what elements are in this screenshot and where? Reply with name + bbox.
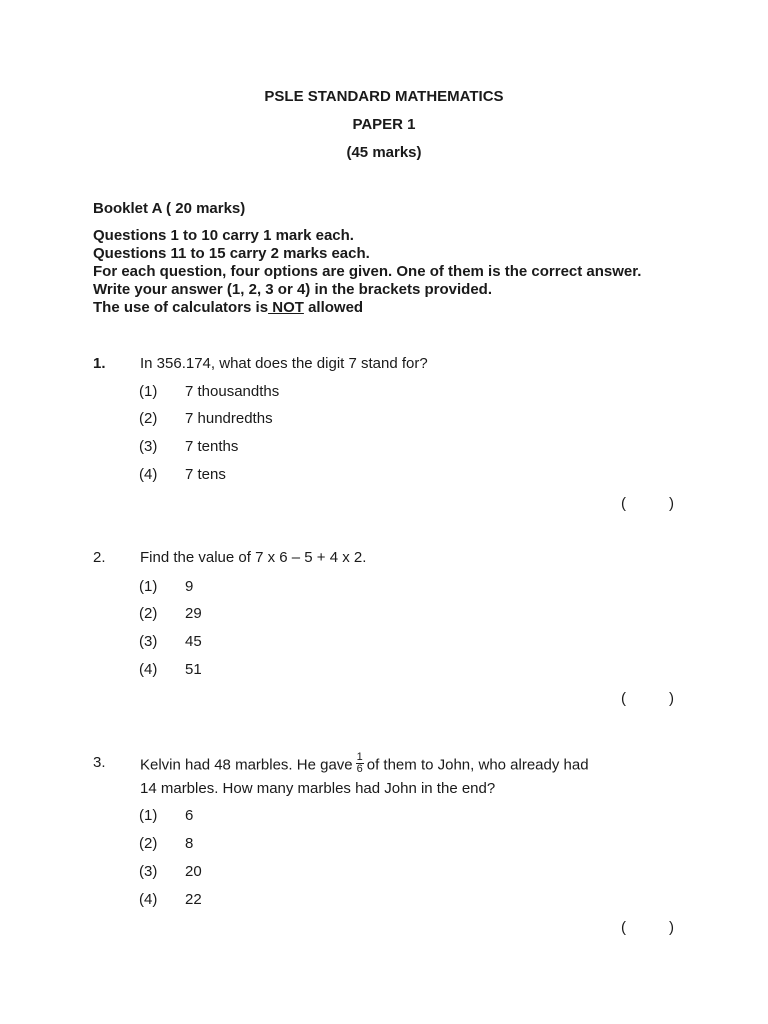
exam-title: PSLE STANDARD MATHEMATICS (264, 88, 504, 105)
answer-bracket-close: ) (669, 690, 674, 707)
question-number: 3. (93, 754, 106, 771)
option-label: (3) (139, 633, 158, 650)
instruction-line-3: For each question, four options are given. One of them is the correct answer. (93, 263, 642, 280)
instruction-line-2: Questions 11 to 15 carry 2 marks each. (93, 245, 370, 262)
total-marks: (45 marks) (346, 144, 422, 161)
question-text: In 356.174, what does the digit 7 stand for? (140, 355, 428, 372)
question-text-pre: Kelvin had 48 marbles. He gave (140, 756, 353, 774)
option-label: (1) (139, 807, 158, 824)
option-label: (4) (139, 891, 158, 908)
allowed-text: allowed (303, 299, 364, 316)
question-text: Find the value of 7 x 6 – 5 + 4 x 2. (140, 549, 367, 566)
answer-bracket-close: ) (669, 919, 674, 936)
option-text: 29 (185, 605, 202, 622)
answer-bracket-open: ( (621, 690, 626, 707)
option-label: (1) (139, 383, 158, 400)
option-text: 7 tenths (185, 438, 239, 455)
fraction-one-sixth (356, 752, 364, 775)
question-number: 1. (93, 355, 106, 372)
fraction-denominator: 6 (356, 763, 363, 775)
fraction-numerator: 1 (356, 751, 363, 763)
option-text: 45 (185, 633, 202, 650)
question-text-post: of them to John, who already had (366, 756, 589, 774)
option-text: 22 (185, 891, 202, 908)
option-label: (3) (139, 863, 158, 880)
question-number: 2. (93, 549, 106, 566)
answer-bracket-open: ( (621, 919, 626, 936)
option-label: (2) (139, 605, 158, 622)
question-text-line-2: 14 marbles. How many marbles had John in the end? (140, 780, 496, 797)
answer-bracket-open: ( (621, 495, 626, 512)
option-text: 9 (185, 578, 194, 595)
instruction-line-4: Write your answer (1, 2, 3 or 4) in the brackets provided. (93, 281, 493, 298)
instruction-line-1: Questions 1 to 10 carry 1 mark each. (93, 227, 354, 244)
option-label: (4) (139, 661, 158, 678)
option-label: (3) (139, 438, 158, 455)
option-text: 7 tens (185, 466, 226, 483)
option-text: 51 (185, 661, 202, 678)
calculator-text: The use of calculators is (93, 299, 269, 316)
answer-bracket-close: ) (669, 495, 674, 512)
paper-number: PAPER 1 (352, 116, 416, 133)
option-text: 8 (185, 835, 194, 852)
option-label: (2) (139, 410, 158, 427)
question-text-line-1 (140, 751, 589, 777)
option-text: 7 thousandths (185, 383, 280, 400)
booklet-heading: Booklet A ( 20 marks) (93, 200, 246, 217)
instruction-line-5 (93, 299, 363, 317)
option-text: 7 hundredths (185, 410, 273, 427)
option-label: (2) (139, 835, 158, 852)
option-text: 20 (185, 863, 202, 880)
option-label: (4) (139, 466, 158, 483)
not-emphasis: NOT (268, 299, 304, 316)
option-label: (1) (139, 578, 158, 595)
option-text: 6 (185, 807, 194, 824)
